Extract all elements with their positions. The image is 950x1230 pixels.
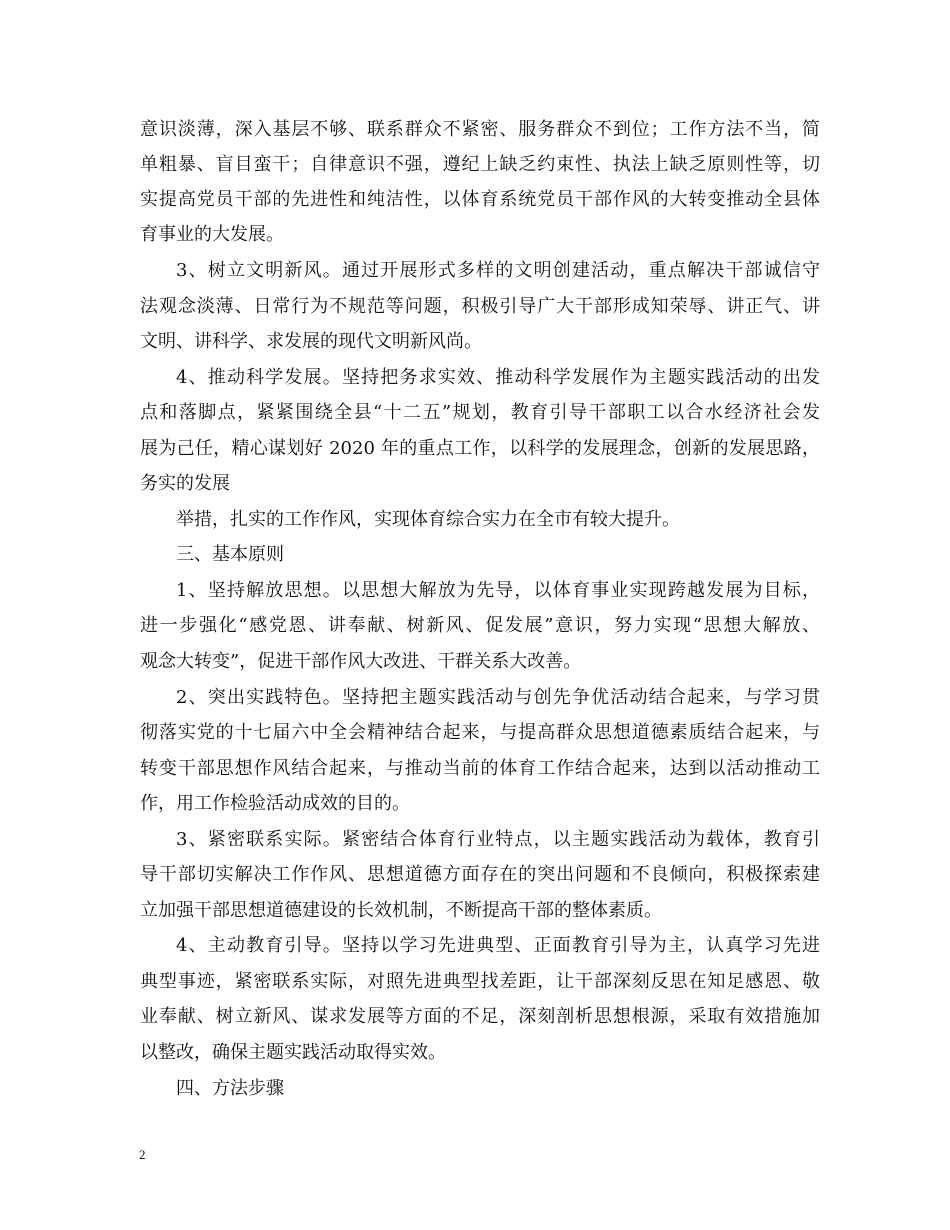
section-heading: 三、基本原则 [176, 544, 284, 565]
paragraph-line: 业奉献、树立新风、谋求发展等方面的不足，深刻剖析思想根源，采取有效措施加 [140, 1006, 820, 1027]
paragraph-line: 观念大转变”，促进干部作风大改进、干群关系大改善。 [140, 651, 582, 672]
paragraph-line: 彻落实党的十七届六中全会精神结合起来，与提高群众思想道德素质结合起来，与 [140, 722, 820, 743]
paragraph-line: 3、紧密联系实际。紧密结合体育行业特点，以主题实践活动为载体，教育引 [176, 829, 820, 850]
paragraph-line: 4、推动科学发展。坚持把务求实效、推动科学发展作为主题实践活动的出发 [176, 367, 820, 388]
paragraph-line: 3、树立文明新风。通过开展形式多样的文明创建活动，重点解决干部诚信守 [176, 260, 820, 281]
paragraph-line: 转变干部思想作风结合起来，与推动当前的体育工作结合起来，达到以活动推动工 [140, 758, 820, 779]
paragraph-line: 典型事迹，紧密联系实际，对照先进典型找差距，让干部深刻反思在知足感恩、敬 [140, 971, 820, 992]
paragraph-line: 单粗暴、盲目蛮干；自律意识不强，遵纪上缺乏约束性、执法上缺乏原则性等，切 [140, 154, 820, 175]
paragraph-line: 举措，扎实的工作作风，实现体育综合实力在全市有较大提升。 [176, 509, 680, 530]
paragraph-line: 1、坚持解放思想。以思想大解放为先导，以体育事业实现跨越发展为目标， [176, 580, 820, 601]
paragraph-line: 导干部切实解决工作作风、思想道德方面存在的突出问题和不良倾向，积极探索建 [140, 864, 820, 885]
paragraph-line: 进一步强化“感党恩、讲奉献、树新风、促发展”意识，努力实现“思想大解放、 [140, 615, 820, 636]
paragraph-line: 实提高党员干部的先进性和纯洁性，以体育系统党员干部作风的大转变推动全县体 [140, 189, 820, 210]
paragraph-line: 作，用工作检验活动成效的目的。 [140, 793, 410, 814]
paragraph-line: 法观念淡薄、日常行为不规范等问题，积极引导广大干部形成知荣辱、讲正气、讲 [140, 296, 820, 317]
page-number: 2 [139, 1147, 146, 1162]
paragraph-line: 以整改，确保主题实践活动取得实效。 [140, 1042, 446, 1063]
paragraph-line: 立加强干部思想道德建设的长效机制，不断提高干部的整体素质。 [140, 900, 662, 921]
section-heading: 四、方法步骤 [176, 1078, 284, 1099]
paragraph-line: 2、突出实践特色。坚持把主题实践活动与创先争优活动结合起来，与学习贯 [176, 687, 820, 708]
paragraph-line: 意识淡薄，深入基层不够、联系群众不紧密、服务群众不到位；工作方法不当，简 [140, 119, 820, 140]
paragraph-line: 展为己任，精心谋划好 2020 年的重点工作，以科学的发展理念，创新的发展思路， [140, 438, 820, 459]
paragraph-line: 文明、讲科学、求发展的现代文明新风尚。 [140, 331, 482, 352]
paragraph-line: 务实的发展 [140, 473, 230, 494]
paragraph-line: 4、主动教育引导。坚持以学习先进典型、正面教育引导为主，认真学习先进 [176, 935, 820, 956]
paragraph-line: 点和落脚点，紧紧围绕全县“十二五”规划，教育引导干部职工以合水经济社会发 [140, 402, 820, 423]
paragraph-line: 育事业的大发展。 [140, 224, 284, 245]
